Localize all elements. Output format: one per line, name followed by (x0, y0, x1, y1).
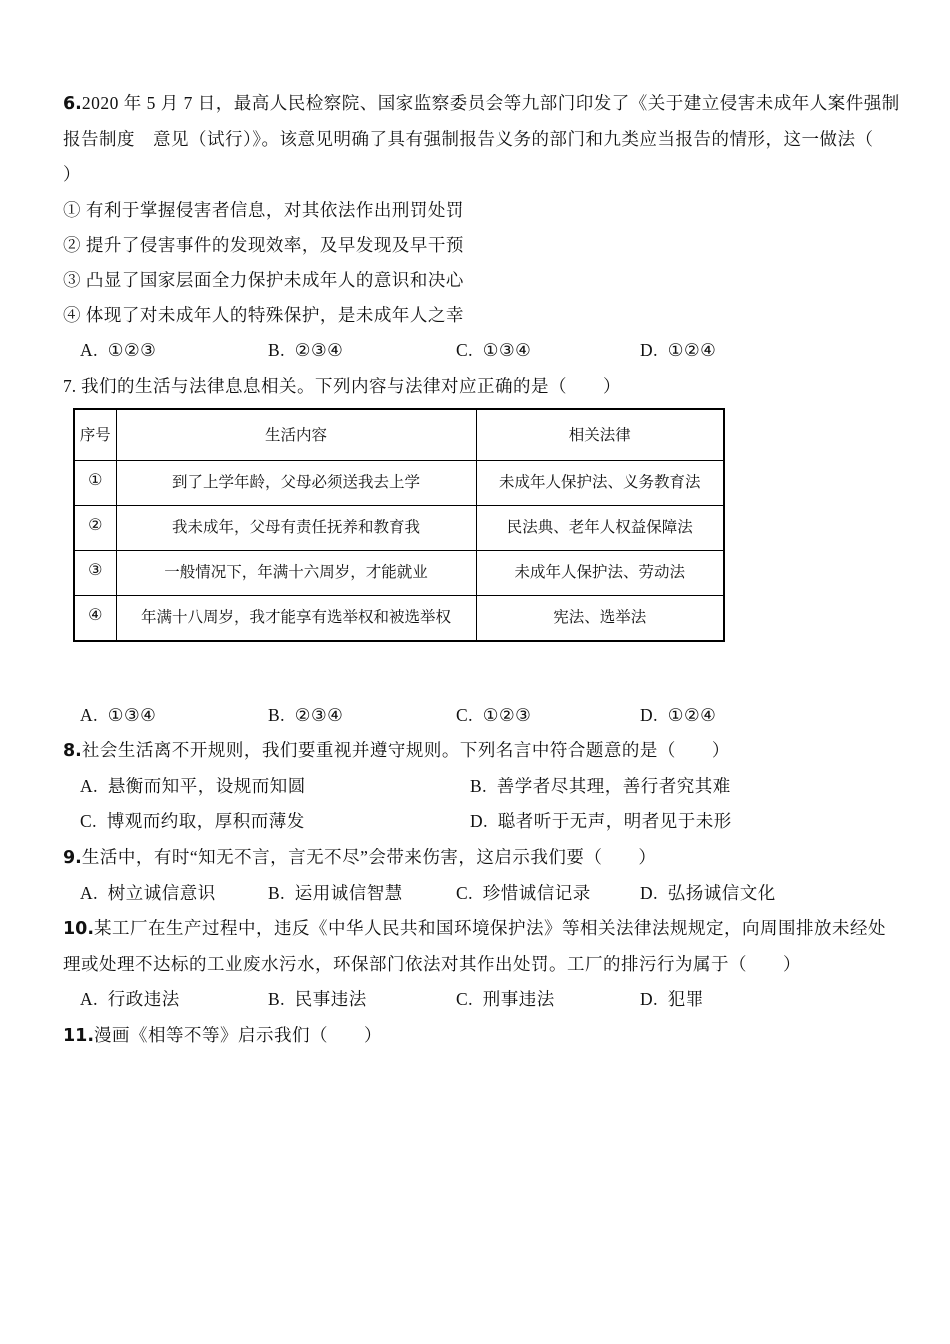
table-row (74, 461, 724, 506)
q6-text-line-3: ） (63, 164, 81, 185)
table-row (74, 551, 724, 596)
q7-row4-content: 年满十八周岁，我才能享有选举权和被选举权 (116, 596, 476, 641)
q7-row2-law: 民法典、老年人权益保障法 (476, 506, 724, 551)
q7-row1-no: ① (74, 461, 116, 506)
q9-text: 生活中，有时“知无不言，言无不尽”会带来伤害，这启示我们要（ ） (81, 846, 657, 867)
q7-row3-no: ③ (74, 551, 116, 596)
q9-options (63, 876, 890, 911)
q7-col-header-law: 相关法律 (476, 409, 724, 461)
question-6 (63, 86, 900, 369)
q6-item-4: ④ 体现了对未成年人的特殊保护，是未成年人之幸 (63, 305, 464, 326)
q8-option-c: C. 博观而约取，厚积而薄发 (80, 811, 305, 832)
q9-number: 9. (63, 847, 82, 868)
q7-row1-law: 未成年人保护法、义务教育法 (476, 461, 724, 506)
q8-options-row-1 (63, 769, 890, 804)
q7-number: 7. (63, 375, 77, 396)
q7-option-a: A. ①③④ (80, 704, 157, 725)
q7-table-header-row (74, 409, 724, 461)
q6-item-2: ② 提升了侵害事件的发现效率，及早发现及早干预 (63, 234, 464, 255)
q7-row2-content: 我未成年，父母有责任抚养和教育我 (116, 506, 476, 551)
q7-row3-content: 一般情况下，年满十六周岁，才能就业 (116, 551, 476, 596)
q7-option-d: D. ①②④ (640, 704, 717, 725)
q7-row4-law: 宪法、选举法 (476, 596, 724, 641)
q10-options (63, 982, 890, 1017)
q10-option-a: A. 行政违法 (80, 989, 180, 1010)
q8-option-a: A. 悬衡而知平，设规而知圆 (80, 776, 306, 797)
q9-text-line (63, 840, 890, 876)
q11-text: 漫画《相等不等》启示我们（ ） (94, 1024, 383, 1045)
q6-options (63, 333, 890, 368)
q7-table (73, 408, 725, 642)
q6-option-b: B. ②③④ (268, 340, 344, 361)
q6-option-c: C. ①③④ (456, 340, 532, 361)
q7-text-line (63, 369, 890, 404)
q9-option-d: D. 弘扬诚信文化 (640, 882, 776, 903)
q7-col-header-no: 序号 (74, 409, 116, 461)
q6-text-line-2: 报告制度 意见（试行）》。该意见明确了具有强制报告义务的部门和九类应当报告的情形，这一做法（ (63, 129, 874, 150)
q10-text-line-2: 理或处理不达标的工业废水污水，环保部门依法对其作出处罚。工厂的排污行为属于（ ） (63, 954, 801, 975)
table-row (74, 596, 724, 641)
question-8 (63, 733, 890, 840)
q10-text-line-1 (63, 911, 890, 947)
table-row (74, 506, 724, 551)
q10-text-1: 某工厂在生产过程中，违反《中华人民共和国环境保护法》等相关法律法规规定，向周围排放未经处 (94, 918, 887, 939)
q10-number: 10. (63, 919, 95, 940)
question-7 (63, 369, 890, 733)
q10-option-c: C. 刑事违法 (456, 989, 555, 1010)
q9-option-b: B. 运用诚信智慧 (268, 882, 403, 903)
q7-col-header-life: 生活内容 (116, 409, 476, 461)
q7-row2-no: ② (74, 506, 116, 551)
q9-option-c: C. 珍惜诚信记录 (456, 882, 591, 903)
q6-text-1: 2020 年 5 月 7 日，最高人民检察院、国家监察委员会等九部门印发了《关于建立侵害未成年人案件强制 (81, 93, 900, 113)
q10-option-d: D. 犯罪 (640, 989, 704, 1010)
q8-number: 8. (63, 741, 82, 762)
q6-option-a: A. ①②③ (80, 340, 157, 361)
q6-text-line-1 (63, 86, 900, 122)
q8-text: 社会生活离不开规则，我们要重视并遵守规则。下列名言中符合题意的是（ ） (81, 740, 730, 761)
q8-option-d: D. 聪者听于无声，明者见于未形 (470, 811, 732, 832)
q7-option-c: C. ①②③ (456, 704, 532, 725)
q6-item-1: ① 有利于掌握侵害者信息，对其依法作出刑罚处罚 (63, 199, 464, 220)
q11-text-line (63, 1018, 890, 1054)
question-9 (63, 840, 890, 911)
q7-option-b: B. ②③④ (268, 704, 344, 725)
q7-text: 我们的生活与法律息息相关。下列内容与法律对应正确的是（ ） (76, 375, 621, 396)
q8-options-row-2 (63, 804, 890, 839)
q6-item-3: ③ 凸显了国家层面全力保护未成年人的意识和决心 (63, 270, 464, 291)
question-11 (63, 1018, 890, 1054)
q10-option-b: B. 民事违法 (268, 989, 367, 1010)
q9-option-a: A. 树立诚信意识 (80, 882, 216, 903)
q7-row4-no: ④ (74, 596, 116, 641)
q6-option-d: D. ①②④ (640, 340, 717, 361)
q8-option-b: B. 善学者尽其理，善行者究其难 (470, 776, 731, 797)
q11-number: 11. (63, 1025, 95, 1046)
question-10 (63, 911, 890, 1018)
q7-row3-law: 未成年人保护法、劳动法 (476, 551, 724, 596)
q8-text-line (63, 733, 890, 769)
q7-row1-content: 到了上学年龄，父母必须送我去上学 (116, 461, 476, 506)
q6-number: 6. (63, 94, 82, 114)
q7-options (63, 698, 890, 733)
